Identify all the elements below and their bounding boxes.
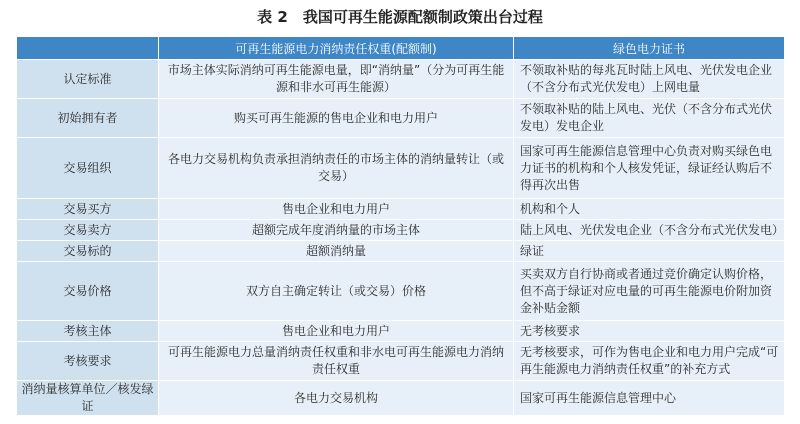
- table-row: [17, 138, 785, 199]
- quota-cell: 可再生能源电力总量消纳责任权重和非水电可再生能源电力消纳责任权重: [159, 342, 514, 381]
- quota-cell: 市场主体实际消纳可再生能源电量，即“消纳量”（分为可再生能源和非水可再生能源）: [159, 60, 514, 99]
- quota-cell: 售电企业和电力用户: [159, 321, 514, 342]
- green-certificate-cell: 机构和个人: [514, 199, 785, 220]
- row-label: 交易卖方: [17, 220, 159, 241]
- row-label: 初始拥有者: [17, 99, 159, 138]
- header-quota: 可再生能源电力消纳责任权重(配额制): [159, 37, 514, 60]
- green-certificate-cell: 不领取补贴的每兆瓦时陆上风电、光伏发电企业（不含分布式光伏发电）上网电量: [514, 60, 785, 99]
- green-certificate-cell: 无考核要求: [514, 321, 785, 342]
- green-certificate-cell: 不领取补贴的陆上风电、光伏（不含分布式光伏发电）发电企业: [514, 99, 785, 138]
- table-row: [17, 199, 785, 220]
- policy-table: [16, 36, 785, 416]
- table-row: [17, 262, 785, 321]
- row-label: 考核要求: [17, 342, 159, 381]
- quota-cell: 各电力交易机构: [159, 381, 514, 416]
- row-label: 交易组织: [17, 138, 159, 199]
- header-blank: [17, 37, 159, 60]
- green-certificate-cell: 国家可再生能源信息管理中心负责对购买绿色电力证书的机构和个人核发凭证，绿证经认购后不得再次出售: [514, 138, 785, 199]
- table-row: [17, 60, 785, 99]
- quota-cell: 售电企业和电力用户: [159, 199, 514, 220]
- table-row: [17, 342, 785, 381]
- green-certificate-cell: 买卖双方自行协商或者通过竞价确定认购价格，但不高于绿证对应电量的可再生能源电价附加资金补贴金额: [514, 262, 785, 321]
- header-row: [17, 37, 785, 60]
- quota-cell: 双方自主确定转让（或交易）价格: [159, 262, 514, 321]
- quota-cell: 超额消纳量: [159, 241, 514, 262]
- table-row: [17, 99, 785, 138]
- green-certificate-cell: 陆上风电、光伏发电企业（不含分布式光伏发电）: [514, 220, 785, 241]
- table-row: [17, 321, 785, 342]
- green-certificate-cell: 绿证: [514, 241, 785, 262]
- row-label: 交易买方: [17, 199, 159, 220]
- table-row: [17, 381, 785, 416]
- green-certificate-cell: 国家可再生能源信息管理中心: [514, 381, 785, 416]
- table-row: [17, 220, 785, 241]
- row-label: 考核主体: [17, 321, 159, 342]
- header-green-certificate: 绿色电力证书: [514, 37, 785, 60]
- quota-cell: 各电力交易机构负责承担消纳责任的市场主体的消纳量转让（或交易）: [159, 138, 514, 199]
- row-label: 消纳量核算单位／核发绿证: [17, 381, 159, 416]
- quota-cell: 超额完成年度消纳量的市场主体: [159, 220, 514, 241]
- row-label: 交易标的: [17, 241, 159, 262]
- row-label: 交易价格: [17, 262, 159, 321]
- green-certificate-cell: 无考核要求，可作为售电企业和电力用户完成“可再生能源电力消纳责任权重”的补充方式: [514, 342, 785, 381]
- table-title: 表 2 我国可再生能源配额制政策出台过程: [257, 8, 543, 26]
- quota-cell: 购买可再生能源的售电企业和电力用户: [159, 99, 514, 138]
- row-label: 认定标准: [17, 60, 159, 99]
- table-row: [17, 241, 785, 262]
